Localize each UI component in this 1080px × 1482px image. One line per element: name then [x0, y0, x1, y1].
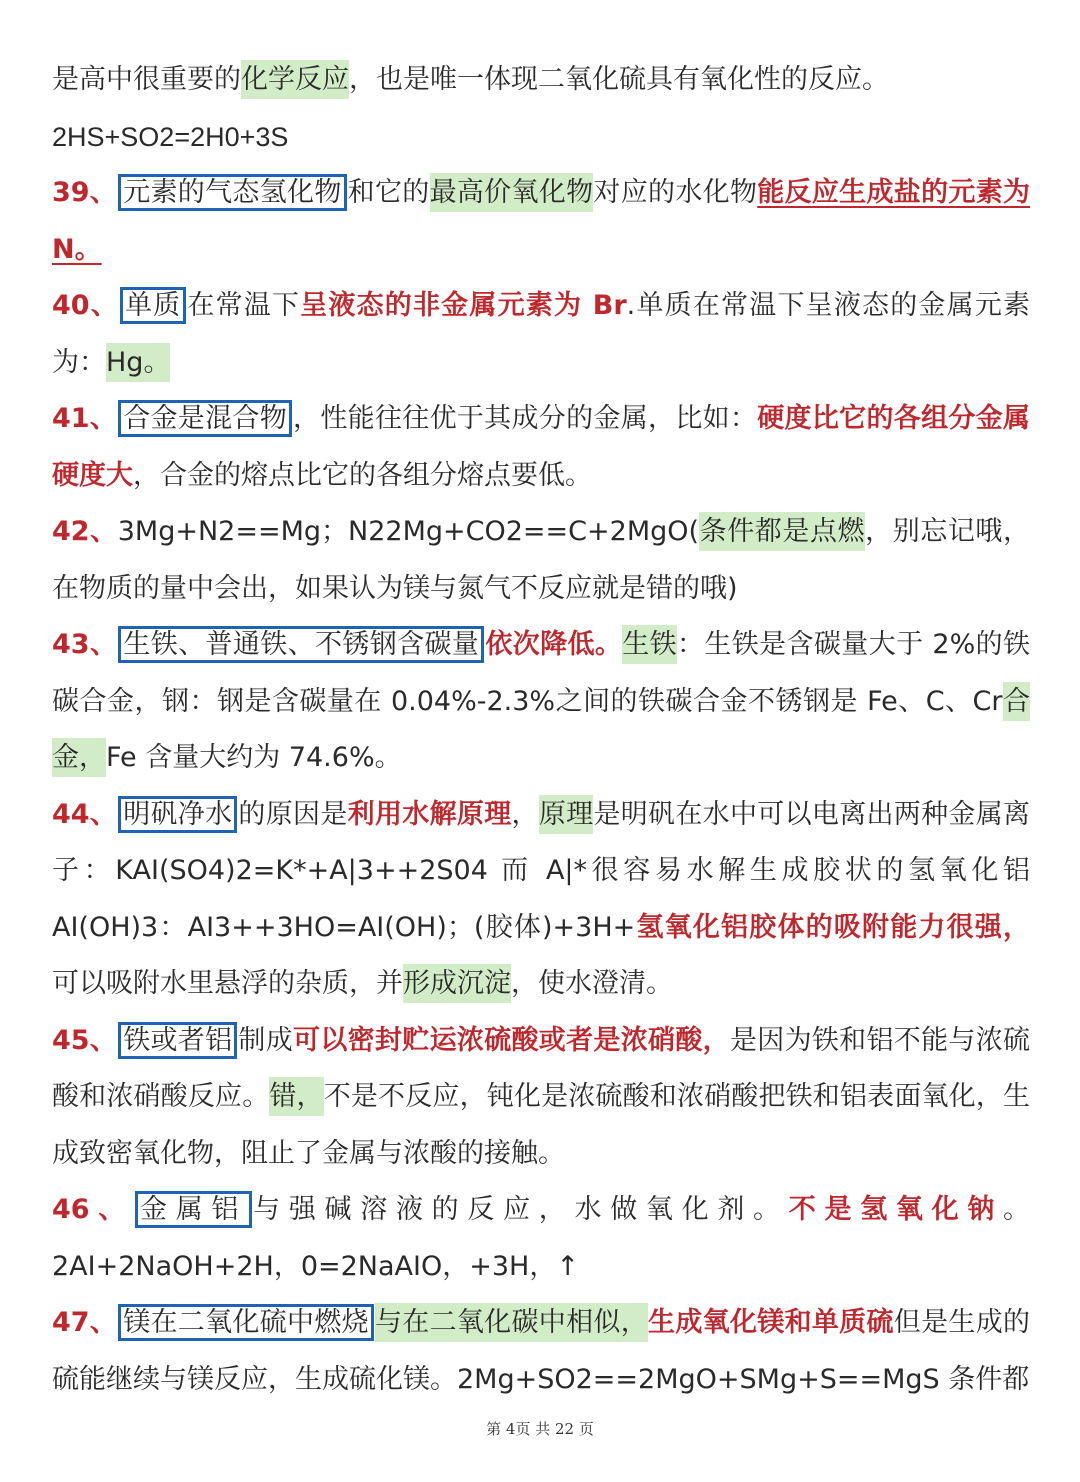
highlight: 原理 [539, 795, 594, 834]
key-point: 不是氢氧化钠 [788, 1194, 1004, 1225]
item-number: 43、 [52, 629, 118, 660]
highlight: 条件都是点燃 [699, 512, 865, 551]
item-43: 43、 生铁、普通铁、不锈钢含碳量 依次降低。生铁：生铁是含碳量大于 2%的铁碳合金，钢：钢是含碳量在 0.04%-2.3%之间的铁碳合金不锈钢是 Fe、C、Cr合金，Fe 含量大约为 74.6%。 [52, 617, 1030, 787]
item-47: 47、 镁在二氧化硫中燃烧 与在二氧化碳中相似，生成氧化镁和单质硫但是生成的硫能继续与镁反应，生成硫化镁。2Mg+SO2==2MgO+SMg+S==MgS 条件都 [52, 1295, 1030, 1408]
item-number: 47、 [52, 1307, 118, 1338]
highlight: 合金， [52, 682, 1030, 778]
key-point: 利用水解原理 [347, 798, 512, 830]
highlight: 生铁 [622, 625, 677, 664]
item-45: 45、 铁或者铝 制成可以密封贮运浓硫酸或者是浓硝酸，是因为铁和铝不能与浓硫酸和浓硝酸反应。错，不是不反应，钝化是浓硫酸和浓硝酸把铁和铝表面氧化，生成致密氧化物，阻止了金属与浓酸的接触。 [52, 1013, 1030, 1183]
boxed-term: 单质 [120, 287, 186, 324]
content-body [52, 52, 1030, 1408]
item-number: 39、 [52, 177, 118, 208]
highlight: 错， [269, 1077, 323, 1116]
key-point: 可以密封贮运浓硫酸或者是浓硝酸， [293, 1024, 730, 1056]
boxed-term: 金属铝 [135, 1191, 252, 1228]
key-point: 能反应生成盐的元素为 N。 [52, 177, 1031, 265]
highlight: 最高价氧化物 [430, 173, 594, 212]
boxed-term: 镁在二氧化硫中燃烧 [118, 1304, 374, 1341]
item-42: 42、3Mg+N2==Mg；N22Mg+CO2==C+2MgO(条件都是点燃，别忘记哦，在物质的量中会出，如果认为镁与氮气不反应就是错的哦) [52, 504, 1030, 617]
boxed-term: 明矾净水 [118, 796, 237, 833]
item-44: 44、 明矾净水 的原因是利用水解原理，原理是明矾在水中可以电离出两种金属离子：KAI(SO4)2=K*+A|3++2S04 而 A|*很容易水解生成胶状的氢氧化铝 AI(OH)3：AI3++3HO=AI(OH)；(胶体)+3H+氢氧化铝胶体的吸附能力很强，可以吸附水里悬浮的杂质，并形成沉淀，使水澄清。 [52, 787, 1030, 1013]
boxed-term: 元素的气态氢化物 [118, 174, 346, 211]
item-number: 41、 [52, 403, 118, 434]
item-number: 40、 [52, 290, 119, 321]
highlight: 形成沉淀 [403, 964, 511, 1003]
item-number: 45、 [52, 1024, 118, 1056]
boxed-term: 合金是混合物 [118, 400, 292, 437]
highlight: 与在二氧化碳中相似， [375, 1303, 648, 1342]
item-number: 46、 [52, 1194, 134, 1225]
key-point: 氢氧化铝胶体的吸附能力很强， [635, 911, 1031, 943]
boxed-term: 生铁、普通铁、不锈钢含碳量 [118, 626, 484, 663]
page-footer: 第 4页 共 22 页 [486, 1420, 594, 1438]
key-point: 依次降低。 [485, 629, 623, 660]
highlight: 化学反应 [241, 60, 349, 99]
item-41: 41、 合金是混合物 ，性能往往优于其成分的金属，比如：硬度比它的各组分金属硬度大，合金的熔点比它的各组分熔点要低。 [52, 391, 1030, 504]
item-number: 44、 [52, 798, 118, 830]
item-40: 40、 单质 在常温下呈液态的非金属元素为 Br.单质在常温下呈液态的金属元素为：Hg。 [52, 278, 1030, 391]
key-point: 生成氧化镁和单质硫 [648, 1307, 894, 1338]
item-39: 39、 元素的气态氢化物 和它的最高价氧化物对应的水化物能反应生成盐的元素为 N。 [52, 165, 1030, 278]
intro-formula: 2HS+SO2=2H0+3S [52, 121, 289, 152]
key-point: 呈液态的非金属元素为 Br [300, 290, 627, 321]
item-46: 46、 金属铝 与强碱溶液的反应，水做氧化剂。不是氢氧化钠。2AI+2NaOH+2H，0=2NaAIO，+3H，↑ [52, 1182, 1030, 1295]
highlight: Hg。 [106, 343, 170, 382]
intro-paragraph: 是高中很重要的化学反应，也是唯一体现二氧化硫具有氧化性的反应。 [52, 52, 1030, 109]
item-number: 42、 [52, 516, 118, 547]
boxed-term: 铁或者铝 [118, 1022, 237, 1059]
key-point: 硬度比它的各组分金属硬度大 [52, 403, 1031, 491]
